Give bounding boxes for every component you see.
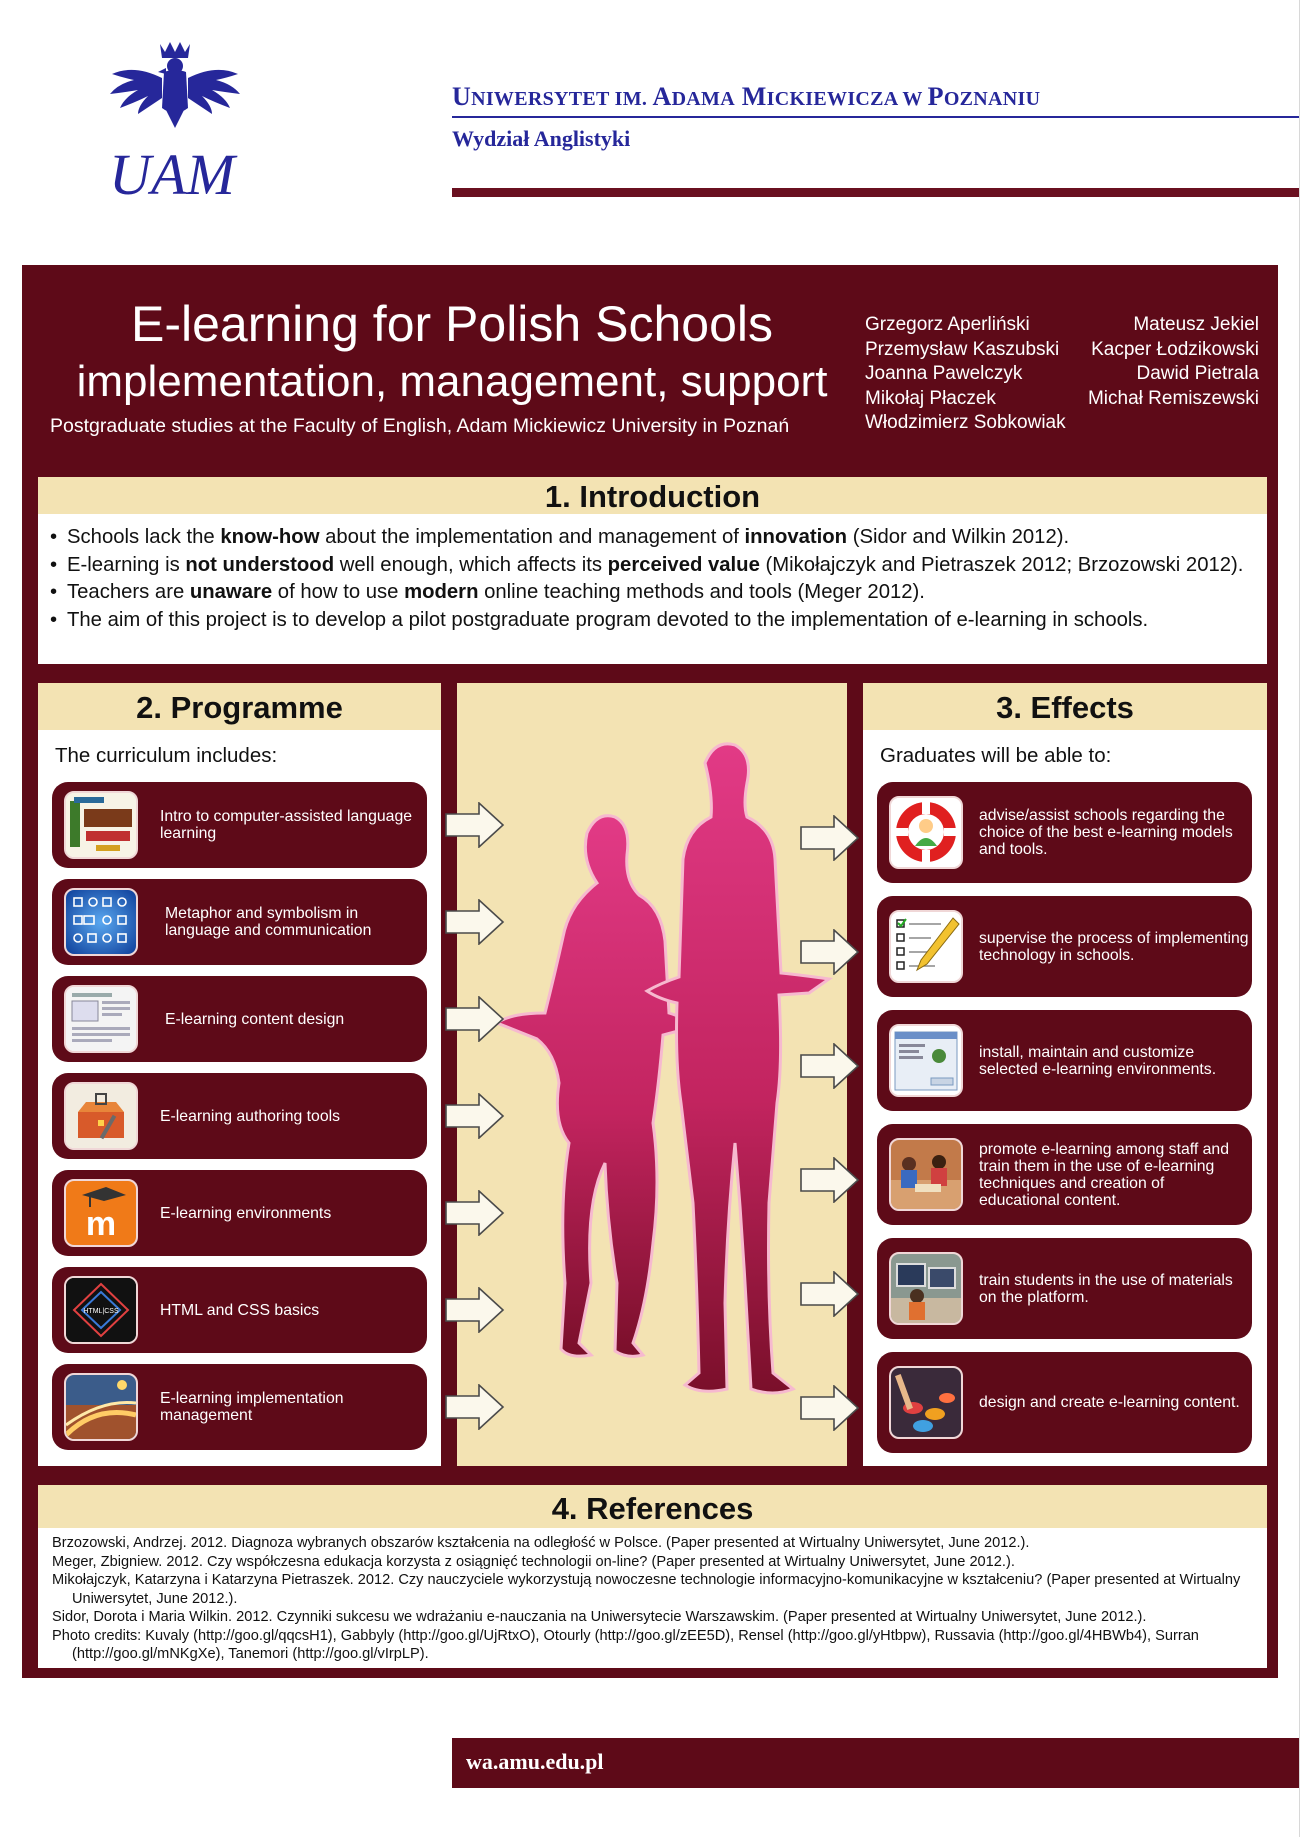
svg-text:HTML|CSS: HTML|CSS <box>83 1308 119 1315</box>
central-illustration <box>457 683 847 1466</box>
reference-entry: Photo credits: Kuvaly (http://goo.gl/qqcsH1), Gabbyly (http://goo.gl/UjRtxO), Otourly (http://goo.gl/zEE5D), Rensel (http://goo.gl/yHtbpw), Russavia (http://goo.gl/4HBWb4), Surran (http://goo.gl/mNKgXe), Tanemori (http://goo.gl/vIrpLP). <box>52 1627 1199 1662</box>
classroom-photo-icon <box>889 1138 963 1211</box>
programme-intro: The curriculum includes: <box>55 744 278 767</box>
university-header <box>452 82 1300 152</box>
uam-logo <box>104 38 240 204</box>
introduction-bullet: • E-learning is not understood well enough, which affects its perceived value (Mikołajczyk and Pietraszek 2012; Brzozowski 2012). <box>50 552 1267 580</box>
reference-entry: Meger, Zbigniew. 2012. Czy współczesna edukacja korzysta z osiągnięć technologii on-line? (Paper presented at Wirtualny Uniwersytet, June 2012.). <box>52 1553 1015 1570</box>
footer-bar <box>452 1738 1300 1788</box>
programme-column <box>38 730 441 1466</box>
programme-item-label: E-learning environments <box>160 1204 332 1222</box>
programme-item <box>52 1073 427 1159</box>
programme-item <box>52 879 427 965</box>
arrow-right-icon <box>445 1190 505 1236</box>
introduction-box <box>38 514 1267 664</box>
poster-title-line2: implementation, management, support <box>76 357 828 406</box>
author-row: Przemysław Kaszubski Kacper Łodzikowski <box>865 338 1259 360</box>
references-heading: 4. References <box>38 1485 1267 1529</box>
effects-column <box>863 730 1267 1466</box>
svg-text:UAM: UAM <box>109 142 235 204</box>
introduction-bullet: • Teachers are unaware of how to use modern online teaching methods and tools (Meger 2012). <box>50 579 1267 607</box>
introduction-bullet: • The aim of this project is to develop a pilot postgraduate program devoted to the implementation of e-learning in schools. <box>50 607 1267 635</box>
moodle-logo-icon <box>64 1179 138 1247</box>
author-row: Grzegorz Aperliński Mateusz Jekiel <box>865 314 1259 335</box>
programme-item <box>52 1267 427 1353</box>
programme-item-label: E-learning authoring tools <box>160 1107 341 1125</box>
lifebuoy-icon <box>889 796 963 869</box>
programme-item-label: E-learning content design <box>165 1010 345 1028</box>
programme-item <box>52 1170 427 1256</box>
reference-entry: Brzozowski, Andrzej. 2012. Diagnoza wybranych obszarów kształcenia na odległość w Polsce. (Paper presented at Wirtualny Uniwersytet, June 2012.). <box>52 1535 1030 1551</box>
effects-item <box>877 896 1252 997</box>
header-rule <box>452 116 1300 118</box>
author-row: Joanna Pawelczyk Dawid Pietrala <box>865 363 1259 384</box>
programme-item-label: HTML and CSS basics <box>160 1301 320 1319</box>
toolbox-icon <box>64 1082 138 1150</box>
effects-item <box>877 1124 1252 1225</box>
arrow-right-icon <box>800 1385 860 1431</box>
effects-item <box>877 1352 1252 1453</box>
references-box <box>38 1528 1267 1668</box>
document-layout-icon <box>64 985 138 1053</box>
arrow-right-icon <box>445 899 505 945</box>
introduction-heading: 1. Introduction <box>38 477 1267 515</box>
introduction-list <box>38 514 1267 634</box>
programme-item-label: E-learning implementation management <box>160 1390 344 1424</box>
people-silhouette-icon <box>457 683 847 1466</box>
effects-item-label: design and create e-learning content. <box>979 1394 1240 1411</box>
arrow-right-icon <box>445 1093 505 1139</box>
footer-url[interactable]: wa.amu.edu.pl <box>466 1749 604 1774</box>
effects-item-label: advise/assist schools regarding the choice of the best e-learning models and tools. <box>979 807 1233 858</box>
arrow-right-icon <box>800 1043 860 1089</box>
programme-item <box>52 1364 427 1450</box>
arrow-right-icon <box>445 802 505 848</box>
effects-item-label: train students in the use of materials on the platform. <box>979 1271 1233 1306</box>
arrow-right-icon <box>800 929 860 975</box>
word-cloud-icon <box>64 791 138 859</box>
software-window-icon <box>889 1024 963 1097</box>
programme-item <box>52 976 427 1062</box>
university-name: UNIWERSYTET IM. ADAMA MICKIEWICZA W POZNANIU <box>452 82 1041 111</box>
reference-entry: Mikołajczyk, Katarzyna i Katarzyna Pietraszek. 2012. Czy nauczyciele wykorzystują nowoczesne technologie informacyjno-komunikacyjne w kształceniu? (Paper presented at Wirtualny Uniwersytet, June 2012.). <box>52 1572 1241 1607</box>
effects-intro: Graduates will be able to: <box>880 744 1112 767</box>
arrow-right-icon <box>445 1287 505 1333</box>
arrow-right-icon <box>800 1157 860 1203</box>
arrow-right-icon <box>800 1271 860 1317</box>
header-maroon-bar <box>452 188 1300 197</box>
html-css-icon <box>64 1276 138 1344</box>
effects-item-label: supervise the process of implementing technology in schools. <box>979 929 1249 964</box>
programme-item <box>52 782 427 868</box>
crafting-photo-icon <box>889 1366 963 1439</box>
author-list <box>865 313 1259 436</box>
city-road-icon <box>64 1373 138 1441</box>
reference-entry: Sidor, Dorota i Maria Wilkin. 2012. Czynniki sukcesu we wdrażaniu e-nauczania na Uniwersytecie Warszawskim. (Paper presented at Wirtualny Uniwersytet, June 2012.). <box>52 1609 1147 1625</box>
author-row: Mikołaj Płaczek Michał Remiszewski <box>865 387 1259 409</box>
svg-text:m: m <box>85 1205 117 1243</box>
poster-title: E-learning for Polish Schools <box>131 296 773 352</box>
effects-item <box>877 782 1252 883</box>
effects-item-label: install, maintain and customize selected e-learning environments. <box>979 1043 1217 1078</box>
effects-item <box>877 1238 1252 1339</box>
effects-item <box>877 1010 1252 1111</box>
author-row: Włodzimierz Sobkowiak <box>865 412 1066 433</box>
eagle-emblem-icon <box>104 38 240 204</box>
programme-item-label: Metaphor and symbolism in language and communication <box>165 905 372 939</box>
introduction-bullet: • Schools lack the know-how about the implementation and management of innovation (Sidor and Wilkin 2012). <box>50 524 1267 552</box>
app-icons-grid-icon <box>64 888 138 956</box>
effects-item-label: promote e-learning among staff and train them in the use of e-learning techniques and creation of educational content. <box>979 1140 1229 1209</box>
programme-heading: 2. Programme <box>38 683 441 731</box>
poster-subtitle: Postgraduate studies at the Faculty of English, Adam Mickiewicz University in Poznań <box>50 415 790 437</box>
arrow-right-icon <box>445 996 505 1042</box>
arrow-right-icon <box>445 1384 505 1430</box>
arrow-right-icon <box>800 815 860 861</box>
checklist-pencil-icon <box>889 910 963 983</box>
computer-lab-photo-icon <box>889 1252 963 1325</box>
programme-item-label: Intro to computer-assisted language learning <box>160 808 413 842</box>
faculty-name: Wydział Anglistyki <box>452 126 631 151</box>
effects-heading: 3. Effects <box>863 683 1267 731</box>
